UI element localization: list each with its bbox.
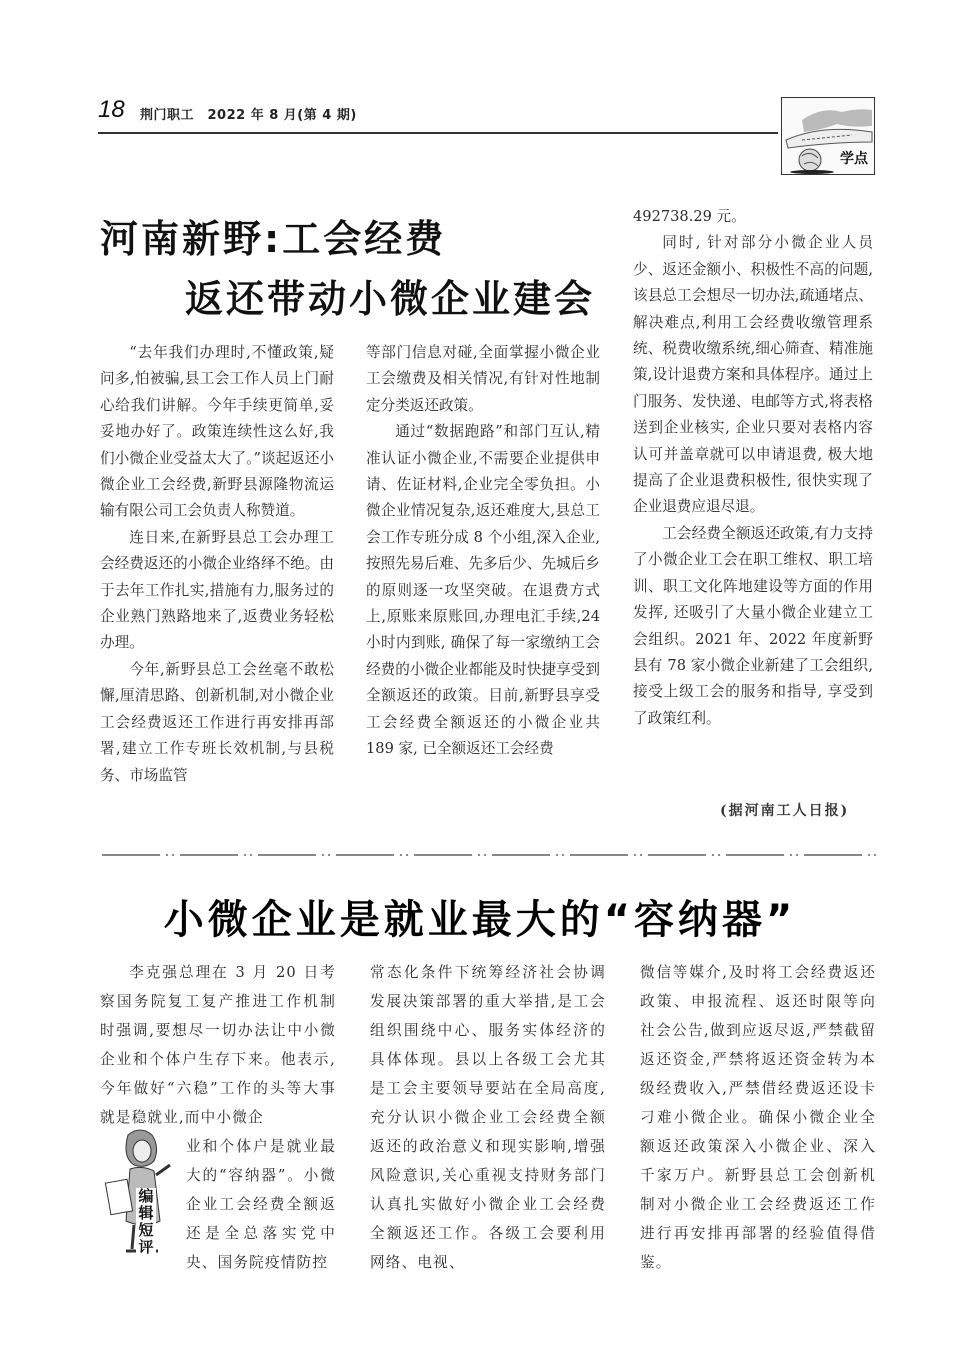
paragraph: 通过“数据跑路”和部门互认,精准认证小微企业,不需要企业提供申请、佐证材料,企业完全零负担。小微企业情况复杂,返还难度大,县总工会工作专班分成 8 个小组,深入企业,按照先易后难、先多后少、先城后乡的原则逐一攻坚突破。在退费方式上,原账来原账回,办理电汇手续,24 小时内到账, 确保了每一家缴纳工会经费的小微企业都能及时快捷享受到全额返还的政策。目前,新野县享受工会经费全额返还的小微企业共 189 家, 已全额返还工会经费 — [366, 423, 600, 758]
publication-info: 荆门职工 2022 年 8 月(第 4 期) — [140, 108, 357, 123]
paragraph: “去年我们办理时,不懂政策,疑问多,怕被骗,县工会工作人员上门耐心给我们讲解。今年手续更简单,妥妥地办好了。政策连续性这么好,我们小微企业受益太大了。”谈起返还小微企业工会经费,新野县源隆物流运输有限公司工会负责人称赞道。 — [100, 344, 334, 520]
article1-source: (据河南工人日报) — [720, 803, 850, 819]
editor-comment-label: 编辑短评 — [136, 1188, 156, 1256]
page-number: 18 — [98, 96, 125, 123]
article2-column-1-top — [100, 958, 336, 1132]
page-header — [98, 96, 878, 136]
paragraph: 常态化条件下统筹经济社会协调发展决策部署的重大举措,是工会组织围绕中心、服务实体经济的具体体现。县以上各级工会尤其是工会主要领导要站在全局高度,充分认识小微企业工会经费全额返还的政治意义和现实影响,增强风险意识,关心重视支持财务部门认真扎实做好小微企业工会经费全额返还工作。各级工会要利用网络、电视、 — [370, 964, 606, 1271]
article2-title: 小微企业是就业最大的“容纳器” — [163, 897, 797, 943]
article1-column-3 — [633, 204, 873, 732]
article2-column-2 — [370, 958, 606, 1277]
paragraph: 李克强总理在 3 月 20 日考察国务院复工复产推进工作机制时强调,要想尽一切办法让中小微企业和个体户生存下来。他表示,今年做好“六稳”工作的头等大事就是稳就业,而中小微企 — [100, 964, 336, 1126]
article2-column-3 — [640, 958, 876, 1277]
paragraph: 连日来,在新野县总工会办理工会经费返还的小微企业络绎不绝。由于去年工作扎实,措施有力,服务过的企业熟门熟路地来了,返费业务轻松办理。 — [100, 528, 334, 652]
section-badge-label: 学点 — [840, 151, 868, 167]
article1-column-2 — [366, 340, 600, 763]
paragraph: 等部门信息对碰,全面掌握小微企业工会缴费及相关情况,有针对性地制定分类返还政策。 — [366, 344, 600, 414]
paragraph: 今年,新野县总工会丝毫不敢松懈,厘清思路、创新机制,对小微企业工会经费返还工作进行再安排再部署,建立工作专班长效机制,与县税务、市场监管 — [100, 660, 334, 784]
paragraph: 业和个体户是就业最大的“容纳器”。小微企业工会经费全额返还是全总落实党中央、国务院疫情防控 — [186, 1138, 336, 1271]
article1-title-line2: 返还带动小微企业建会 — [185, 277, 596, 321]
section-badge — [781, 97, 875, 175]
paragraph: 492738.29 元。 — [633, 208, 746, 225]
article1-column-1 — [100, 340, 334, 789]
article1-title-line1: 河南新野:工会经费 — [100, 217, 447, 261]
paragraph: 微信等媒介,及时将工会经费返还政策、申报流程、返还时限等向社会公告,做到应返尽返,严禁截留返还资金,严禁将返还资金转为本级经费收入,严禁借经费返还设卡刁难小微企业。确保小微企业全额返还政策深入小微企业、深入千家万户。新野县总工会创新机制对小微企业工会经费返还工作进行再安排再部署的经验值得借鉴。 — [640, 964, 876, 1271]
paragraph: 同时, 针对部分小微企业人员少、返还金额小、积极性不高的问题,该县总工会想尽一切办法,疏通堵点、解决难点,利用工会经费收缴管理系统、税费收缴系统,细心筛查、精准施策,设计退费方案和具体程序。通过上门服务、发快递、电邮等方式,将表格送到企业核实, 企业只要对表格内容认可并盖章就可以申请退费, 极大地提高了企业退费积极性, 很快实现了企业退费应退尽退。 — [633, 234, 873, 516]
paragraph: 工会经费全额返还政策,有力支持了小微企业工会在职工维权、职工培训、职工文化阵地建设等方面的作用发挥, 还吸引了大量小微企业建立工会组织。2021 年、2022 年度新野县有 78 家小微企业新建了工会组织, 接受上级工会的服务和指导, 享受到了政策红利。 — [633, 524, 873, 727]
header-rule — [98, 132, 778, 134]
article2-column-1-bottom — [186, 1132, 336, 1277]
section-divider — [102, 854, 876, 856]
